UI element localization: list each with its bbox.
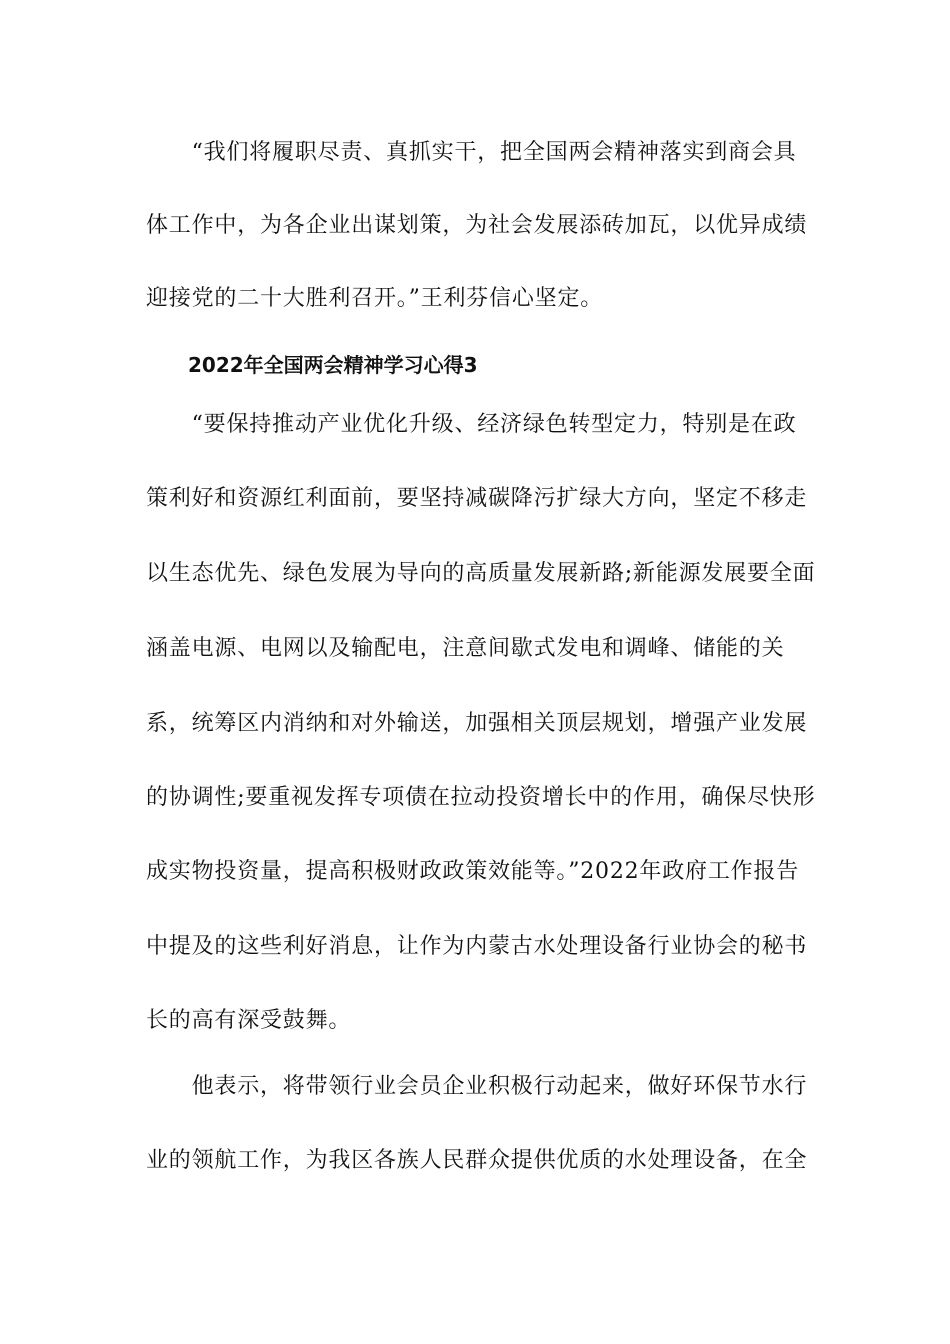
- section-heading: 2022年全国两会精神学习心得3: [188, 353, 478, 377]
- paragraph-1-line-1: “我们将履职尽责、真抓实干，把全国两会精神落实到商会具: [146, 140, 797, 165]
- paragraph-2-line-1: “要保持推动产业优化升级、经济绿色转型定力，特别是在政: [146, 412, 797, 437]
- paragraph-2-line-3: 以生态优先、绿色发展为导向的高质量发展新路;新能源发展要全面: [146, 561, 816, 586]
- paragraph-2-line-6: 的协调性;要重视发挥专项债在拉动投资增长中的作用，确保尽快形: [146, 785, 816, 810]
- paragraph-3-line-2: 业的领航工作，为我区各族人民群众提供优质的水处理设备，在全: [146, 1148, 808, 1173]
- paragraph-2-line-7: 成实物投资量，提高积极财政政策效能等。”2022年政府工作报告: [146, 859, 800, 884]
- paragraph-3-line-1: 他表示，将带领行业会员企业积极行动起来，做好环保节水行: [146, 1074, 808, 1099]
- paragraph-2-line-2: 策利好和资源红利面前，要坚持减碳降污扩绿大方向，坚定不移走: [146, 486, 808, 511]
- paragraph-2-line-4: 涵盖电源、电网以及输配电，注意间歇式发电和调峰、储能的关: [146, 636, 785, 661]
- paragraph-2-line-9: 长的高有深受鼓舞。: [146, 1008, 352, 1033]
- paragraph-2-line-8: 中提及的这些利好消息，让作为内蒙古水处理设备行业协会的秘书: [146, 934, 808, 959]
- paragraph-1-line-2: 体工作中，为各企业出谋划策，为社会发展添砖加瓦，以优异成绩: [146, 213, 808, 238]
- paragraph-1-line-3: 迎接党的二十大胜利召开。”王利芬信心坚定。: [146, 286, 604, 311]
- paragraph-2-line-5: 系，统筹区内消纳和对外输送，加强相关顶层规划，增强产业发展: [146, 711, 808, 736]
